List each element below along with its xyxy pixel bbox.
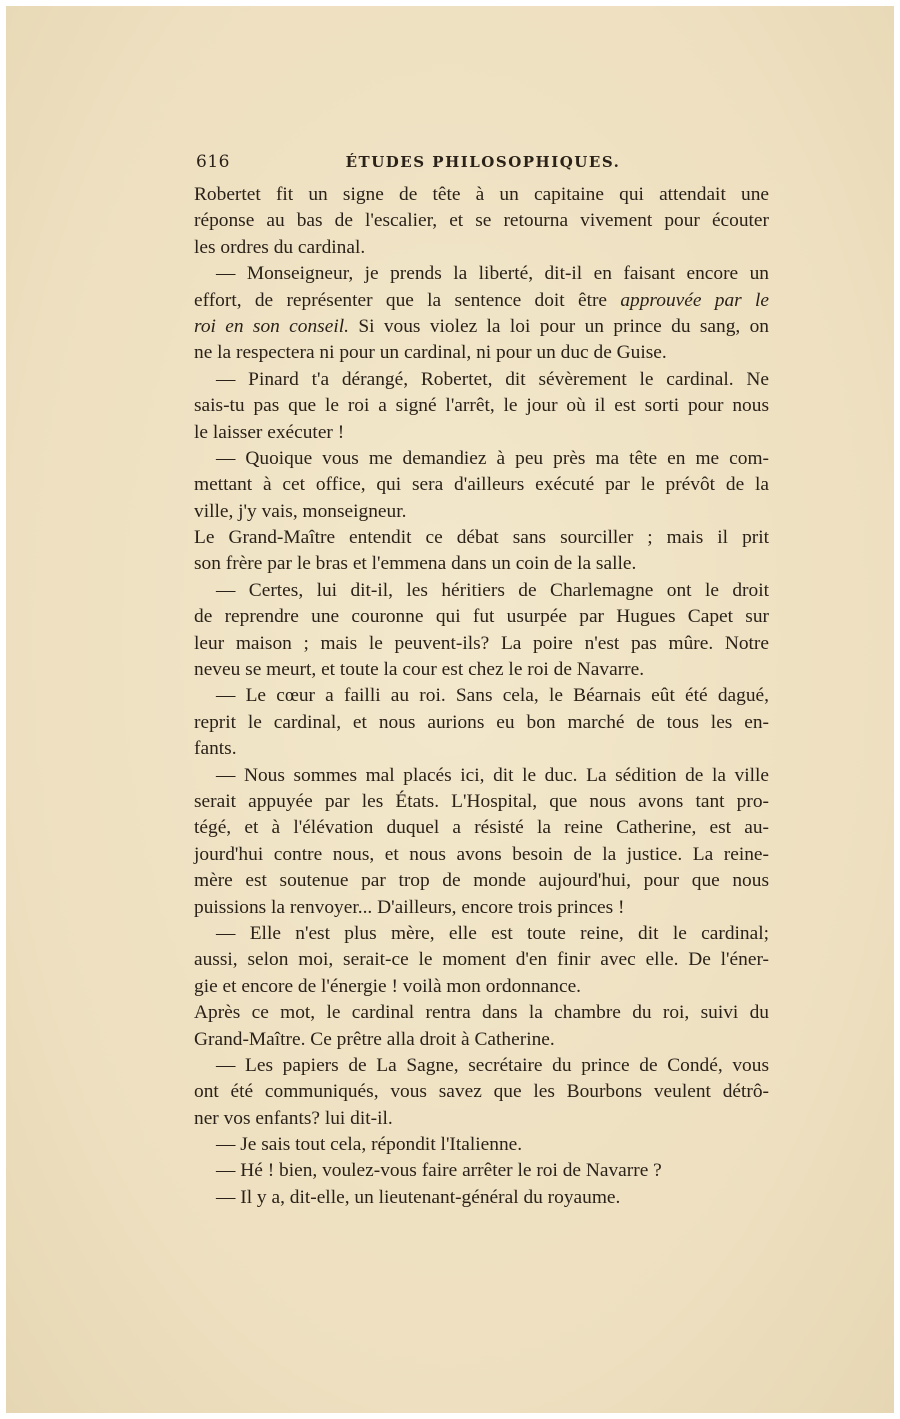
text-line: — Hé ! bien, voulez-vous faire arrêter le roi de Navarre ? bbox=[216, 1160, 662, 1182]
text-line: de reprendre une couronne qui fut usurpée par Hugues Capet sur bbox=[194, 606, 769, 628]
text-line: ner vos enfants? lui dit-il. bbox=[194, 1107, 393, 1129]
page-header bbox=[196, 152, 770, 178]
italic-phrase: approuvée par le bbox=[620, 289, 769, 311]
text-line: reprit le cardinal, et nous aurions eu bon marché de tous les en- bbox=[194, 711, 769, 733]
text-line: serait appuyée par les États. L'Hospital, que nous avons tant pro- bbox=[194, 790, 769, 812]
running-title: ÉTUDES PHILOSOPHIQUES. bbox=[345, 153, 621, 171]
text-line: — Quoique vous me demandiez à peu près ma tête en me com- bbox=[216, 447, 769, 469]
text-line: le laisser exécuter ! bbox=[194, 421, 345, 443]
text-line: aussi, selon moi, serait-ce le moment d'en finir avec elle. De l'éner- bbox=[194, 949, 769, 971]
text-line: — Je sais tout cela, répondit l'Italienne. bbox=[216, 1134, 523, 1156]
text-line: fants. bbox=[194, 738, 237, 760]
text-line: — Elle n'est plus mère, elle est toute reine, dit le cardinal; bbox=[216, 922, 769, 944]
text-line: — Monseigneur, je prends la liberté, dit-il en faisant encore un bbox=[216, 263, 769, 285]
text-line: réponse au bas de l'escalier, et se retourna vivement pour écouter bbox=[194, 210, 769, 232]
text-line: — Nous sommes mal placés ici, dit le duc. La sédition de la ville bbox=[216, 764, 769, 786]
text-line: Robertet fit un signe de tête à un capitaine qui attendait une bbox=[194, 184, 769, 205]
text-line: — Les papiers de La Sagne, secrétaire du prince de Condé, vous bbox=[216, 1054, 769, 1076]
text-line: sais-tu pas que le roi a signé l'arrêt, le jour où il est sorti pour nous bbox=[194, 395, 769, 417]
body-text bbox=[194, 182, 769, 1211]
text-line: — Le cœur a failli au roi. Sans cela, le Béarnais eût été dagué, bbox=[216, 685, 769, 707]
text-line: neveu se meurt, et toute la cour est chez le roi de Navarre. bbox=[194, 659, 645, 681]
text-line: son frère par le bras et l'emmena dans un coin de la salle. bbox=[194, 553, 637, 575]
text-segment: effort, de représenter que la sentence doit être bbox=[194, 289, 608, 311]
text-line: mère est soutenue par trop de monde aujourd'hui, pour que nous bbox=[194, 870, 769, 892]
text-line: ville, j'y vais, monseigneur. bbox=[194, 500, 407, 522]
text-line: Le Grand-Maître entendit ce débat sans sourciller ; mais il prit bbox=[194, 527, 769, 549]
text-line: — Certes, lui dit-il, les héritiers de Charlemagne ont le droit bbox=[216, 579, 769, 601]
text-line: Après ce mot, le cardinal rentra dans la chambre du roi, suivi du bbox=[194, 1002, 769, 1024]
text-line: Grand-Maître. Ce prêtre alla droit à Catherine. bbox=[194, 1028, 555, 1050]
text-line: — Il y a, dit-elle, un lieutenant-général du royaume. bbox=[216, 1186, 621, 1208]
page-number: 616 bbox=[196, 152, 230, 172]
text-line bbox=[194, 288, 769, 314]
text-line: gie et encore de l'énergie ! voilà mon ordonnance. bbox=[194, 975, 582, 997]
text-line: tégé, et à l'élévation duquel a résisté la reine Catherine, est au- bbox=[194, 817, 769, 839]
text-line: — Pinard t'a dérangé, Robertet, dit sévèrement le cardinal. Ne bbox=[216, 368, 769, 390]
text-line: puissions la renvoyer... D'ailleurs, encore trois princes ! bbox=[194, 896, 625, 918]
text-line: jourd'hui contre nous, et nous avons besoin de la justice. La reine- bbox=[194, 843, 769, 865]
text-line: ont été communiqués, vous savez que les Bourbons veulent détrô- bbox=[194, 1081, 769, 1103]
text-line: ne la respectera ni pour un cardinal, ni pour un duc de Guise. bbox=[194, 342, 667, 364]
text-line: mettant à cet office, qui sera d'ailleurs exécuté par le prévôt de la bbox=[194, 474, 769, 496]
text-line: leur maison ; mais le peuvent-ils? La poire n'est pas mûre. Notre bbox=[194, 632, 769, 654]
text-line bbox=[194, 314, 769, 340]
italic-phrase: roi en son conseil. bbox=[194, 315, 349, 337]
text-segment: Si vous violez la loi pour un prince du sang, on bbox=[358, 315, 769, 337]
text-line: les ordres du cardinal. bbox=[194, 236, 366, 258]
